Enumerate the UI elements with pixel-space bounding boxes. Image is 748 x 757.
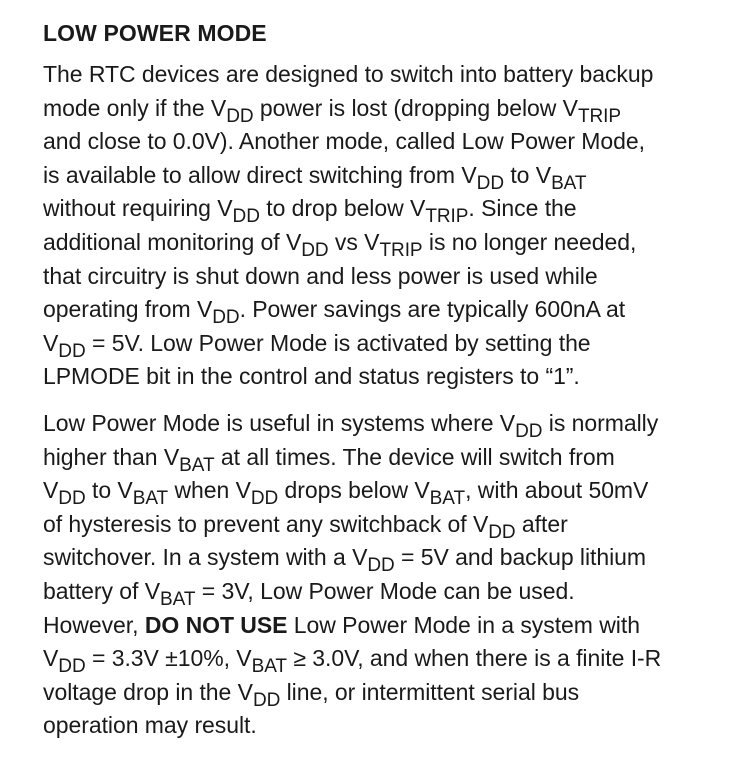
- emphasis-text: DO NOT USE: [144, 611, 288, 638]
- text-run: Low Power Mode in a system with: [287, 611, 640, 638]
- text-run: after: [515, 510, 568, 537]
- text-run: , with about 50mV: [465, 477, 649, 504]
- text-run: LPMODE bit in the control and status registers to “1”.: [43, 363, 580, 390]
- text-run: switchover. In a system with a V: [43, 544, 368, 571]
- text-run: drops below V: [278, 477, 430, 504]
- text-run: battery of V: [43, 577, 161, 604]
- text-line: [43, 360, 733, 394]
- text-run: = 3V, Low Power Mode can be used.: [195, 577, 575, 604]
- text-run: . Power savings are typically 600nA at: [239, 296, 626, 323]
- text-run: operating from V: [43, 296, 213, 323]
- section-heading: LOW POWER MODE: [43, 20, 267, 46]
- text-run: to V: [504, 161, 552, 188]
- subscript: DD: [476, 172, 504, 194]
- text-run: Low Power Mode is useful in systems where V: [43, 409, 516, 436]
- text-line: [43, 575, 733, 609]
- text-line: [43, 58, 733, 92]
- subscript: DD: [232, 206, 260, 228]
- subscript: DD: [488, 521, 516, 543]
- subscript: BAT: [551, 172, 587, 194]
- text-line: [43, 508, 733, 542]
- document-page: [43, 18, 733, 743]
- text-line: [43, 125, 733, 159]
- text-run: without requiring V: [43, 195, 233, 222]
- subscript: DD: [58, 488, 86, 510]
- text-run: mode only if the V: [43, 94, 227, 121]
- text-line: [43, 474, 733, 508]
- subscript: DD: [250, 488, 279, 510]
- text-run: is no longer needed,: [422, 228, 637, 255]
- subscript: DD: [301, 239, 329, 261]
- text-line: [43, 676, 733, 710]
- text-line: [43, 293, 733, 327]
- text-line: [43, 92, 733, 126]
- text-run: ≥ 3.0V, and when there is a finite I-R: [287, 645, 662, 672]
- text-line: [43, 159, 733, 193]
- text-run: and close to 0.0V). Another mode, called Low Power Mode,: [43, 128, 645, 155]
- paragraph: [43, 407, 733, 743]
- text-line: [43, 260, 733, 294]
- subscript: DD: [58, 656, 86, 678]
- text-line: [43, 609, 733, 643]
- text-run: vs V: [328, 228, 380, 255]
- text-line: [43, 226, 733, 260]
- text-run: V: [43, 477, 59, 504]
- paragraph: [43, 58, 733, 394]
- text-run: at all times. The device will switch from: [214, 443, 615, 470]
- text-run: = 5V and backup lithium: [394, 544, 647, 571]
- text-run: additional monitoring of V: [43, 228, 302, 255]
- subscript: DD: [252, 689, 281, 711]
- subscript: DD: [58, 340, 86, 362]
- text-line: [43, 642, 733, 676]
- text-run: to drop below V: [259, 195, 426, 222]
- subscript: BAT: [132, 488, 169, 510]
- subscript: BAT: [179, 454, 215, 476]
- text-run: that circuitry is shut down and less power is used while: [43, 262, 598, 289]
- text-line: [43, 709, 733, 743]
- text-run: is available to allow direct switching from V: [43, 161, 477, 188]
- text-run: = 5V. Low Power Mode is activated by setting the: [85, 329, 591, 356]
- subscript: DD: [226, 105, 254, 127]
- subscript: BAT: [429, 488, 466, 510]
- text-run: However,: [43, 611, 145, 638]
- text-run: is normally: [542, 409, 659, 436]
- body-text: [43, 58, 733, 743]
- text-run: of hysteresis to prevent any switchback of V: [43, 510, 489, 537]
- subscript: BAT: [251, 656, 287, 678]
- text-line: [43, 327, 733, 361]
- subscript: TRIP: [577, 105, 622, 127]
- text-run: power is lost (dropping below V: [253, 94, 578, 121]
- text-run: line, or intermittent serial bus: [280, 678, 580, 705]
- text-run: to V: [85, 477, 133, 504]
- text-run: The RTC devices are designed to switch into battery backup: [43, 61, 654, 87]
- subscript: DD: [367, 555, 395, 577]
- text-run: when V: [168, 477, 251, 504]
- text-line: [43, 407, 733, 441]
- text-run: V: [43, 329, 59, 356]
- subscript: DD: [212, 307, 240, 329]
- subscript: TRIP: [425, 206, 469, 228]
- text-run: higher than V: [43, 443, 180, 470]
- text-run: operation may result.: [43, 712, 257, 739]
- text-line: [43, 192, 733, 226]
- subscript: BAT: [160, 588, 196, 610]
- text-line: [43, 541, 733, 575]
- subscript: DD: [515, 420, 543, 442]
- text-line: [43, 441, 733, 475]
- text-run: . Since the: [468, 195, 577, 222]
- text-run: voltage drop in the V: [43, 678, 253, 705]
- text-run: = 3.3V ±10%, V: [85, 645, 252, 672]
- text-run: V: [43, 645, 59, 672]
- subscript: TRIP: [379, 239, 423, 261]
